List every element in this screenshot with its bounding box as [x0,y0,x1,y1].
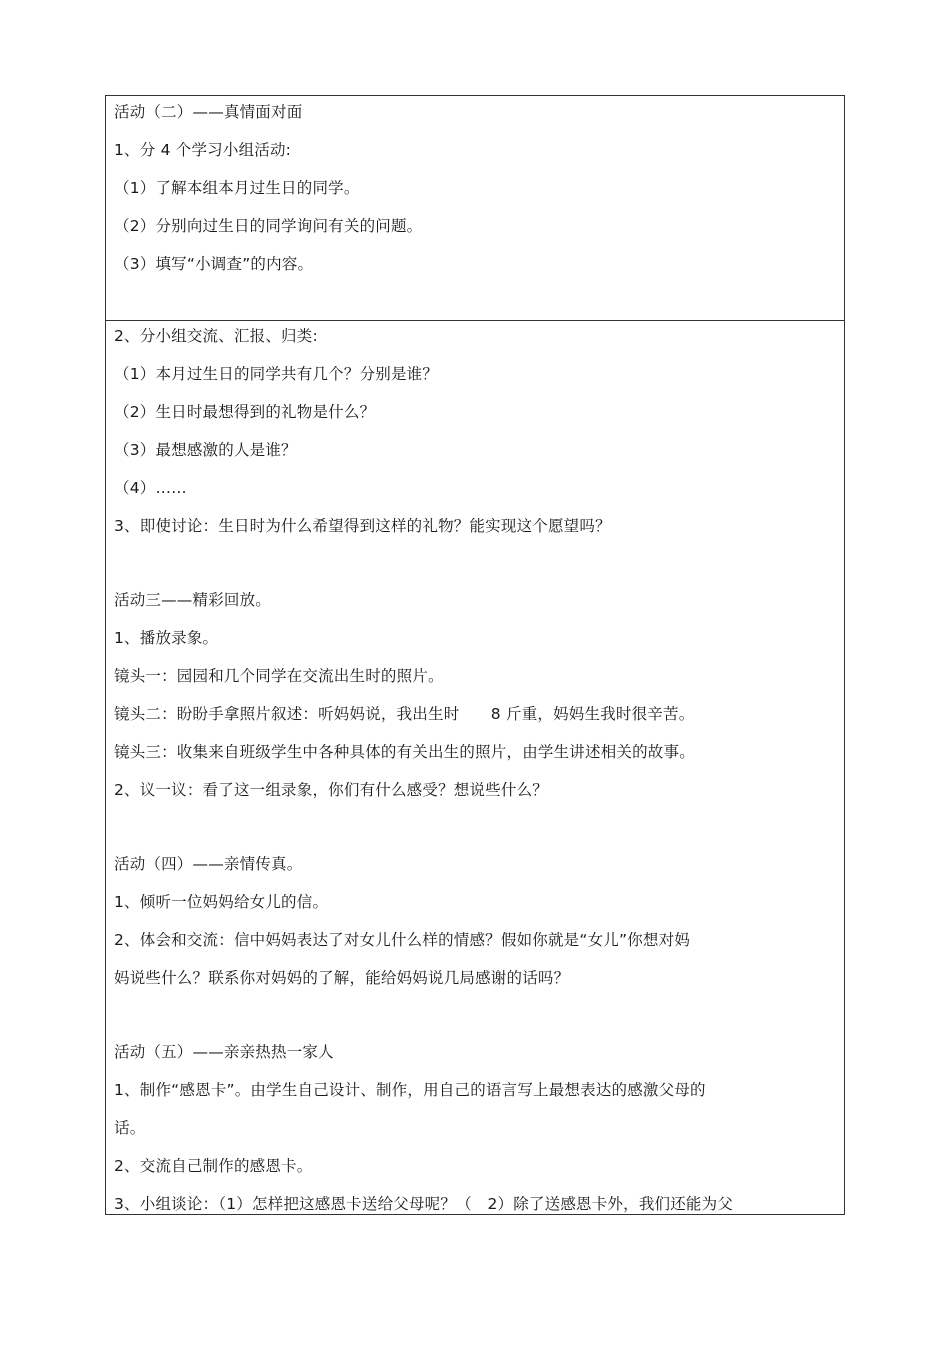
heading-activity-five: 活动（五）——亲亲热热一家人 [114,1043,334,1061]
heading-activity-two: 活动（二）——真情面对面 [114,103,303,121]
table-cell-activities [106,320,844,1214]
heading-activity-three: 活动三——精彩回放。 [114,591,272,609]
text-line: 镜头三：收集来自班级学生中各种具体的有关出生的照片，由学生讲述相关的故事。 [114,743,695,761]
table-cell-activity-two [106,96,844,321]
text-line: 3、小组谈论：（1）怎样把这感恩卡送给父母呢？（ 2）除了送感恩卡外，我们还能为父 [114,1195,734,1213]
text-line: （1）了解本组本月过生日的同学。 [114,179,360,197]
text-line: 妈说些什么？联系你对妈妈的了解，能给妈妈说几局感谢的话吗？ [114,969,570,987]
text-line: （3）最想感激的人是谁？ [114,441,297,459]
text-line: 2、交流自己制作的感恩卡。 [114,1157,313,1175]
text-line: 2、分小组交流、汇报、归类: [114,327,318,345]
text-line: 2、体会和交流：信中妈妈表达了对女儿什么样的情感？假如你就是“女儿”你想对妈 [114,931,691,949]
text-line: （2）生日时最想得到的礼物是什么？ [114,403,376,421]
text-line: （3）填写“小调查”的内容。 [114,255,314,273]
text-line: （2）分别向过生日的同学询问有关的问题。 [114,217,423,235]
text-line: 话。 [114,1119,146,1137]
text-line: 镜头二：盼盼手拿照片叙述：听妈妈说，我出生时 8 斤重，妈妈生我时很辛苦。 [114,705,695,723]
text-line: 2、议一议：看了这一组录象，你们有什么感受？想说些什么？ [114,781,548,799]
lesson-plan-table [105,95,845,1215]
text-line: 3、即使讨论：生日时为什么希望得到这样的礼物？能实现这个愿望吗？ [114,517,611,535]
heading-activity-four: 活动（四）——亲情传真。 [114,855,303,873]
text-line: 1、播放录象。 [114,629,219,647]
text-line: 1、分 4 个学习小组活动: [114,141,292,159]
text-line: （4）…… [114,479,187,497]
text-line: 镜头一：园园和几个同学在交流出生时的照片。 [114,667,444,685]
text-line: 1、制作“感恩卡”。由学生自己设计、制作，用自己的语言写上最想表达的感激父母的 [114,1081,706,1099]
text-line: 1、倾听一位妈妈给女儿的信。 [114,893,329,911]
text-line: （1）本月过生日的同学共有几个？分别是谁？ [114,365,439,383]
